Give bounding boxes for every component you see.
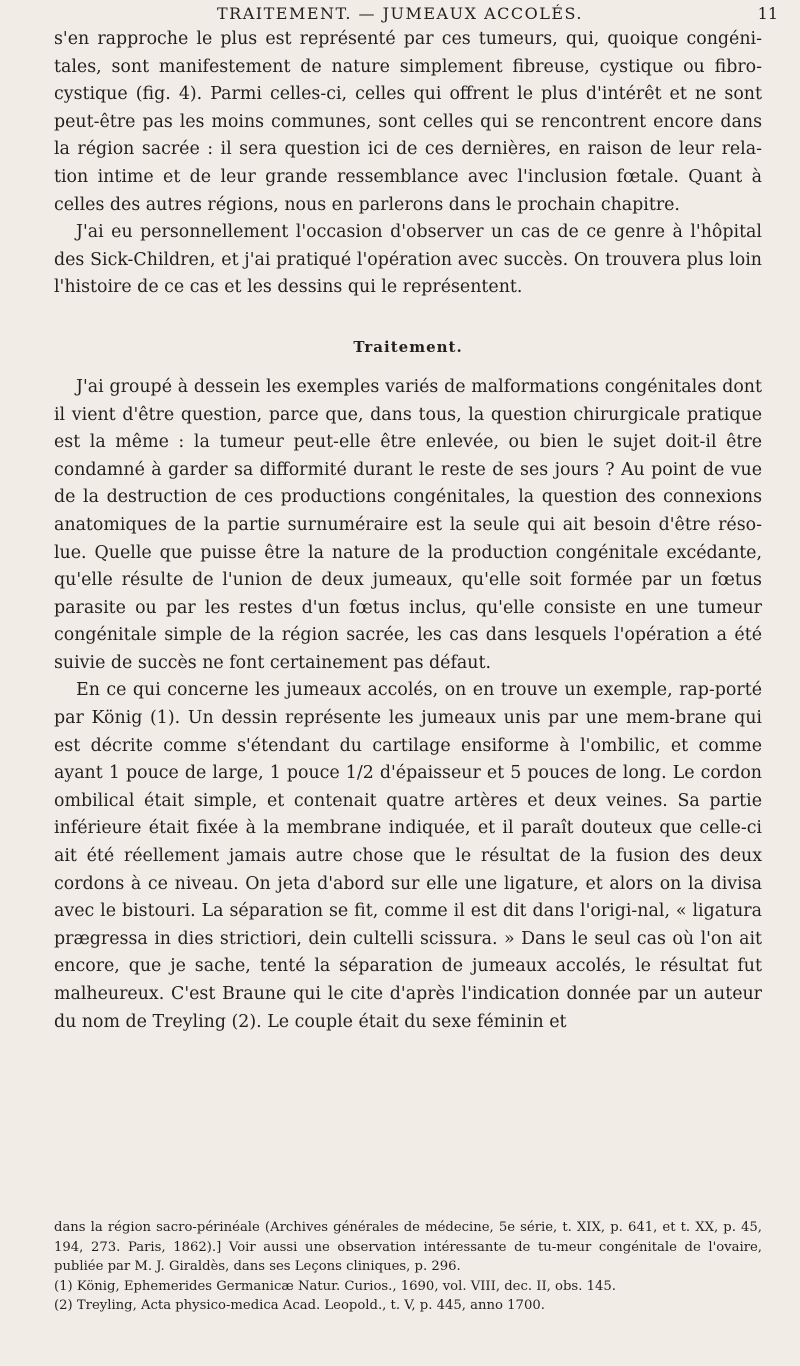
footnote-1: (1) König, Ephemerides Germanicæ Natur. Curios., 1690, vol. VIII, dec. II, obs. 145. [54, 1278, 616, 1294]
running-head [0, 4, 800, 28]
paragraph-1: s'en rapproche le plus est représenté par ces tumeurs, qui, quoique congéni-tales, sont manifestement de nature simplement fibreuse, cystique ou fibro-cystique (fig. 4). Parmi celles-ci, celles qui offrent le plus d'intérêt et ne sont peut-être pas les moins communes, sont celles qui se rencontrent encore dans la région sacrée : il sera question ici de ces dernières, en raison de leur rela-tion intime et de leur grande ressemblance avec l'inclusion fœtale. Quant à celles des autres régions, nous en parlerons dans le prochain chapitre. [54, 29, 762, 215]
footnote-2: (2) Treyling, Acta physico-medica Acad. Leopold., t. V, p. 445, anno 1700. [54, 1298, 545, 1313]
paragraph-2: J'ai eu personnellement l'occasion d'observer un cas de ce genre à l'hôpital des Sick-Children, et j'ai pratiqué l'opération avec succès. On trouvera plus loin l'histoire de ce cas et les dessins qui le représentent. [54, 222, 762, 298]
section-heading: Traitement. [353, 337, 463, 356]
paragraph-3: J'ai groupé à dessein les exemples variés de malformations congénitales dont il vient d'être question, parce que, dans tous, la question chirurgicale pratique est la même : la tumeur peut-elle être enlevée, ou bien le sujet doit-il être condamné à garder sa difformité durant le reste de ses jours ? Au point de vue de la destruction de ces productions congénitales, la question des connexions anatomiques de la partie surnuméraire est la seule qui ait besoin d'être réso-lue. Quelle que puisse être la nature de la production congénitale excédante, qu'elle résulte de l'union de deux jumeaux, qu'elle soit formée par un fœtus parasite ou par les restes d'un fœtus inclus, qu'elle consiste en une tumeur congénitale simple de la région sacrée, les cas dans lesquels l'opération a été suivie de succès ne font certainement pas défaut. [54, 376, 762, 673]
page-number: 11 [757, 4, 778, 23]
footnotes [54, 1218, 762, 1316]
paragraph-4: En ce qui concerne les jumeaux accolés, on en trouve un exemple, rap-porté par König (1). Un dessin représente les jumeaux unis par une mem-brane qui est décrite comme s'étendant du cartilage ensiforme à l'ombilic, et comme ayant 1 pouce de large, 1 pouce 1/2 d'épaisseur et 5 pouces de long. Le cordon ombilical était simple, et contenait quatre artères et deux veines. Sa partie inférieure était fixée à la membrane indiquée, et il paraît douteux que celle-ci ait été réellement jamais autre chose que le résultat de la fusion des deux cordons à ce niveau. On jeta d'abord sur elle une ligature, et alors on la divisa avec le bistouri. La séparation se fit, comme il est dit dans l'origi-nal, « ligatura prægressa in dies strictiori, dein cultelli scissura. » Dans le seul cas où l'on ait encore, que je sache, tenté la séparation de jumeaux accolés, le résultat fut malheureux. C'est Braune qui le cite d'après l'indication donnée par un auteur du nom de Treyling (2). Le couple était du sexe féminin et [54, 680, 762, 1032]
main-text [54, 26, 762, 1036]
running-title: TRAITEMENT. — JUMEAUX ACCOLÉS. [217, 4, 583, 23]
footnote-continuation: dans la région sacro-périnéale (Archives générales de médecine, 5e série, t. XIX, p. 641, et t. XX, p. 45, 194, 273. Paris, 1862).] Voir aussi une observation intéressante de tu-meur congénitale de l'ovaire, publiée par M. J. Giraldès, dans ses Leçons cliniques, p. 296. [54, 1220, 762, 1274]
